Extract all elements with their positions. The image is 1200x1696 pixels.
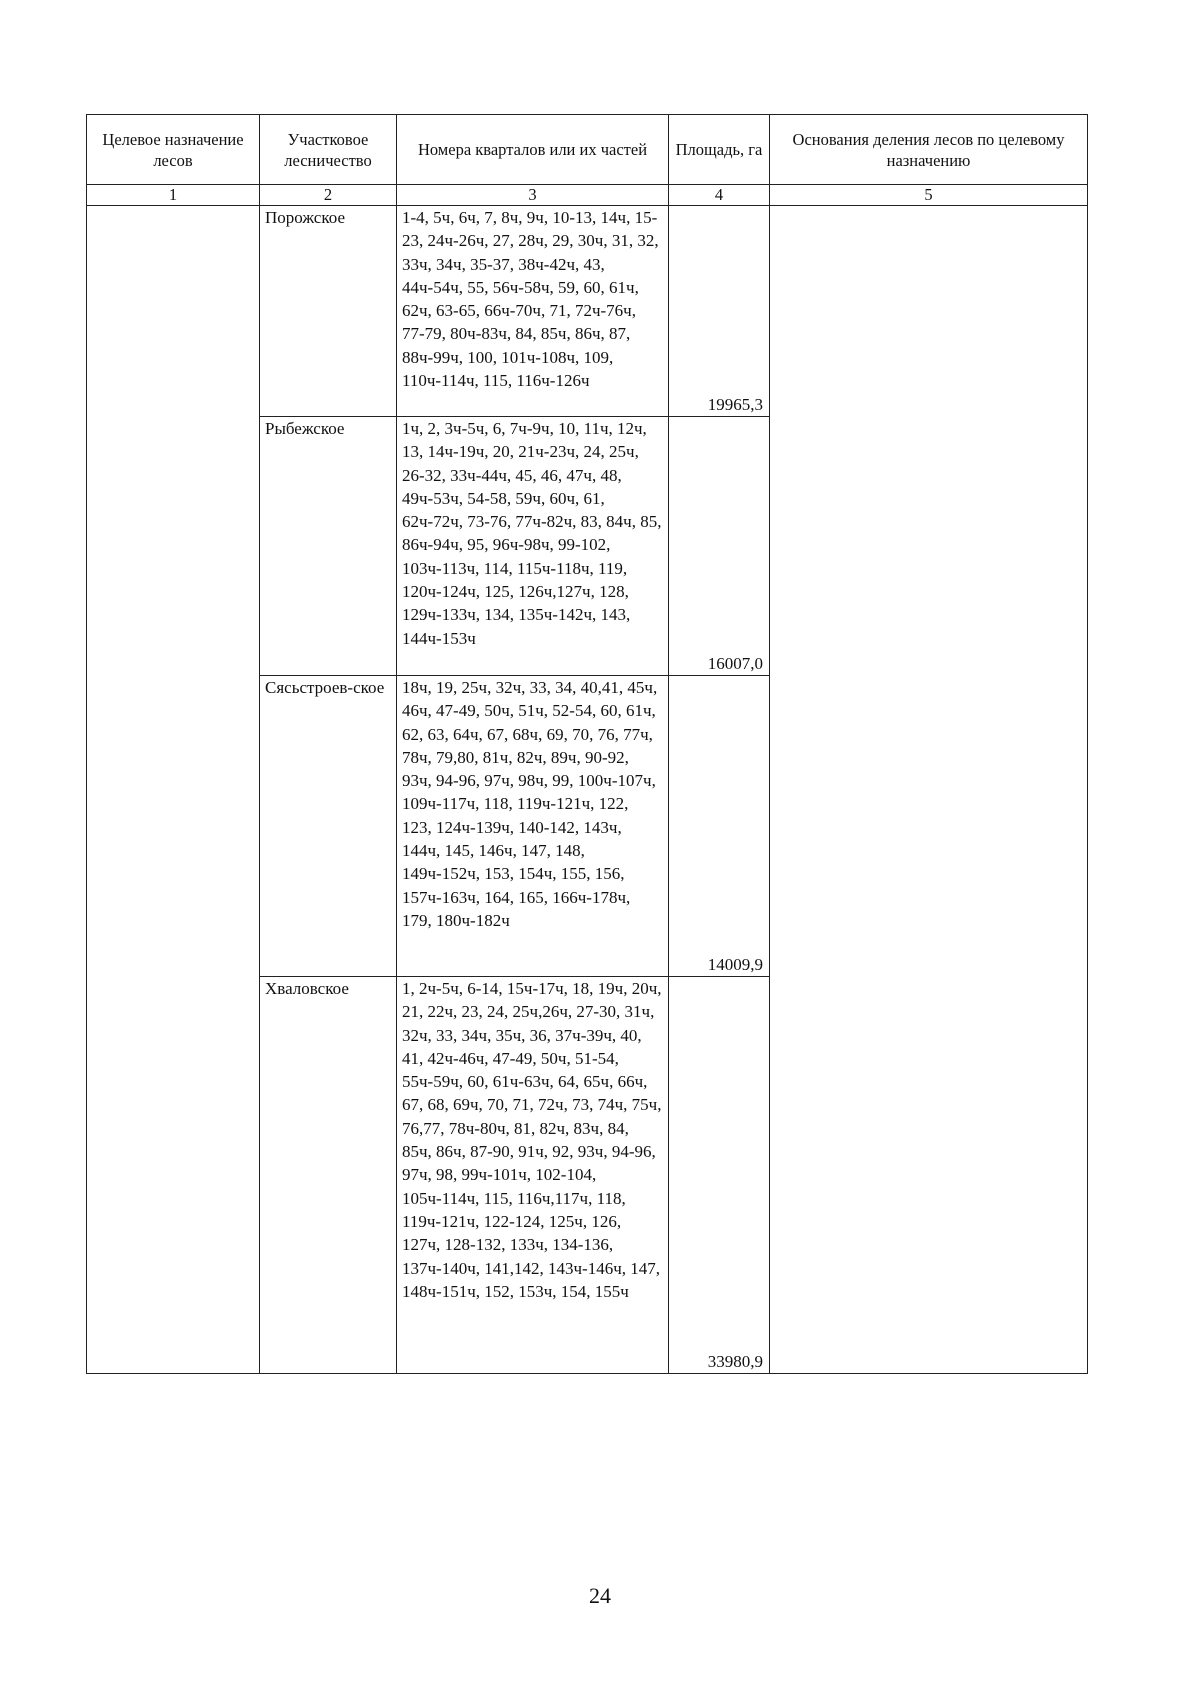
forest-purpose-table bbox=[86, 114, 1088, 1374]
column-number: 5 bbox=[770, 185, 1088, 206]
quarter-numbers: 18ч, 19, 25ч, 32ч, 33, 34, 40,41, 45ч, 46ч, 47-49, 50ч, 51ч, 52-54, 60, 61ч, 62, 63, 64ч, 67, 68ч, 69, 70, 76, 77ч, 78ч, 79,80, 81ч, 82ч, 89ч, 90-92, 93ч, 94-96, 97ч, 98ч, 99, 100ч-107ч, 109ч-117ч, 118, 119ч-121ч, 122, 123, 124ч-139ч, 140-142, 143ч, 144ч, 145, 146ч, 147, 148, 149ч-152ч, 153, 154ч, 155, 156, 157ч-163ч, 164, 165, 166ч-178ч, 179, 180ч-182ч bbox=[397, 676, 669, 977]
purpose-cell bbox=[87, 206, 260, 1374]
basis-cell bbox=[770, 206, 1088, 1374]
page-number: 24 bbox=[589, 1583, 611, 1608]
column-number: 4 bbox=[669, 185, 770, 206]
quarter-numbers: 1, 2ч-5ч, 6-14, 15ч-17ч, 18, 19ч, 20ч, 21, 22ч, 23, 24, 25ч,26ч, 27-30, 31ч, 32ч, 33, 34ч, 35ч, 36, 37ч-39ч, 40, 41, 42ч-46ч, 47-49, 50ч, 51-54, 55ч-59ч, 60, 61ч-63ч, 64, 65ч, 66ч, 67, 68, 69ч, 70, 71, 72ч, 73, 74ч, 75ч, 76,77, 78ч-80ч, 81, 82ч, 83ч, 84, 85ч, 86ч, 87-90, 91ч, 92, 93ч, 94-96, 97ч, 98, 99ч-101ч, 102-104, 105ч-114ч, 115, 116ч,117ч, 118, 119ч-121ч, 122-124, 125ч, 126, 127ч, 128-132, 133ч, 134-136, 137ч-140ч, 141,142, 143ч-146ч, 147, 148ч-151ч, 152, 153ч, 154, 155ч bbox=[397, 977, 669, 1374]
area-value: 33980,9 bbox=[669, 977, 770, 1374]
area-value: 16007,0 bbox=[669, 417, 770, 676]
header-purpose: Целевое назначение лесов bbox=[87, 115, 260, 185]
quarter-numbers: 1-4, 5ч, 6ч, 7, 8ч, 9ч, 10-13, 14ч, 15-23, 24ч-26ч, 27, 28ч, 29, 30ч, 31, 32, 33ч, 34ч, 35-37, 38ч-42ч, 43, 44ч-54ч, 55, 56ч-58ч, 59, 60, 61ч, 62ч, 63-65, 66ч-70ч, 71, 72ч-76ч, 77-79, 80ч-83ч, 84, 85ч, 86ч, 87, 88ч-99ч, 100, 101ч-108ч, 109, 110ч-114ч, 115, 116ч-126ч bbox=[397, 206, 669, 417]
quarter-numbers: 1ч, 2, 3ч-5ч, 6, 7ч-9ч, 10, 11ч, 12ч, 13, 14ч-19ч, 20, 21ч-23ч, 24, 25ч, 26-32, 33ч-44ч, 45, 46, 47ч, 48, 49ч-53ч, 54-58, 59ч, 60ч, 61, 62ч-72ч, 73-76, 77ч-82ч, 83, 84ч, 85, 86ч-94ч, 95, 96ч-98ч, 99-102, 103ч-113ч, 114, 115ч-118ч, 119, 120ч-124ч, 125, 126ч,127ч, 128, 129ч-133ч, 134, 135ч-142ч, 143, 144ч-153ч bbox=[397, 417, 669, 676]
table-row bbox=[87, 206, 1088, 417]
column-number: 2 bbox=[260, 185, 397, 206]
column-number: 1 bbox=[87, 185, 260, 206]
header-basis: Основания деления лесов по целевому назначению bbox=[770, 115, 1088, 185]
area-value: 19965,3 bbox=[669, 206, 770, 417]
forestry-name: Хваловское bbox=[260, 977, 397, 1374]
header-area: Площадь, га bbox=[669, 115, 770, 185]
forestry-name: Сясьстроев-ское bbox=[260, 676, 397, 977]
header-quarters: Номера кварталов или их частей bbox=[397, 115, 669, 185]
column-number-row bbox=[87, 185, 1088, 206]
forestry-name: Рыбежское bbox=[260, 417, 397, 676]
forestry-name: Порожское bbox=[260, 206, 397, 417]
area-value: 14009,9 bbox=[669, 676, 770, 977]
column-number: 3 bbox=[397, 185, 669, 206]
header-forestry: Участковое лесничество bbox=[260, 115, 397, 185]
header-row bbox=[87, 115, 1088, 185]
